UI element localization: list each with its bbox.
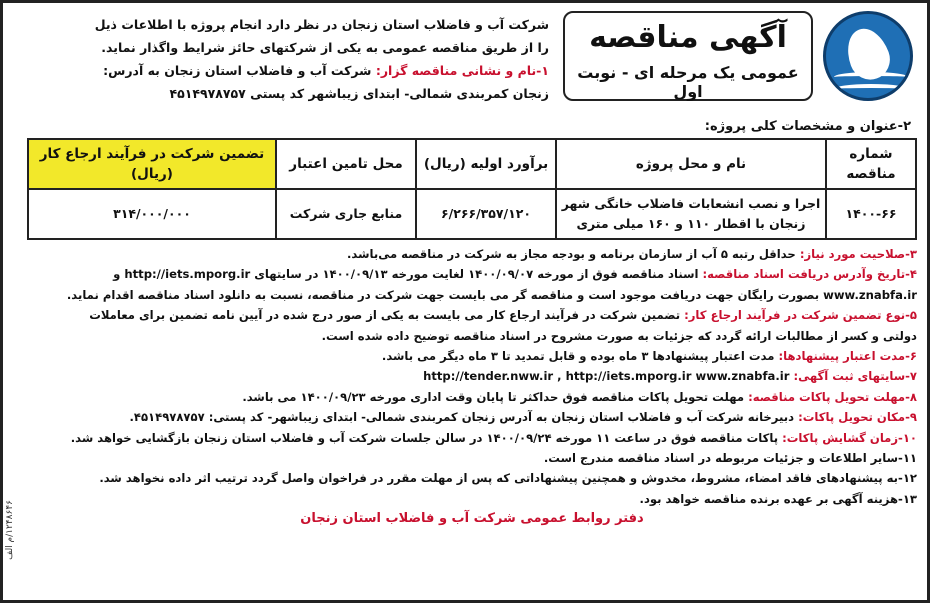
list-item [27,346,917,366]
intro-line [27,59,549,82]
intro-address: شرکت آب و فاضلاب استان زنجان به آدرس: [103,63,372,78]
title-box [563,11,813,101]
item-label: ۵-نوع تضمین شرکت در فرآیند ارجاع کار: [684,308,917,323]
list-item [27,244,917,264]
list-item [27,468,917,488]
intro-line: را از طریق مناقصه عمومی به یکی از شرکتهای حائز شرایط واگذار نماید. [101,40,549,55]
list-item [27,428,917,448]
item-text: مهلت تحویل پاکات مناقصه فوق حداکثر تا پایان وقت اداری مورخه ۱۴۰۰/۰۹/۲۳ می باشد. [242,389,745,404]
item-text: دولتی و کسر از مطالبات ارائه گردد که جزئیات به صورت مشروح در اسناد مناقصه توضیح داده شده است. [321,328,917,343]
intro-line: زنجان کمربندی شمالی- ابتدای زیباشهر کد پستی ۴۵۱۴۹۷۸۷۵۷ [169,86,549,101]
table-cell: ۱۴۰۰-۶۶ [826,189,916,239]
section-title: ۲-عنوان و مشخصات کلی پروژه: [704,119,911,134]
list-item [27,448,917,468]
column-header: تضمین شرکت در فرآیند ارجاع کار (ریال) [28,139,276,189]
list-item [27,326,917,346]
intro-label: ۱-نام و نشانی مناقصه گزار: [375,63,549,78]
list-item [27,305,917,325]
notice-subtitle: عمومی یک مرحله ای - نوبت اول [577,63,799,101]
table-cell: اجرا و نصب انشعابات فاضلاب خانگی شهر زنجان با اقطار ۱۱۰ و ۱۶۰ میلی متری [556,189,826,239]
intro-text [27,13,549,105]
item-label: ۳-صلاحیت مورد نیاز: [799,247,917,261]
item-text: پاکات مناقصه فوق در ساعت ۱۱ مورخه ۱۴۰۰/۰۹/۲۴ در سالن جلسات شرکت آب و فاضلاب استان زنجان بازگشایی خواهد شد. [70,430,779,445]
list-item [27,366,917,386]
table-cell: منابع جاری شرکت [276,189,416,239]
item-label: ۹-مکان تحویل پاکات: [798,410,917,425]
table-header-row [28,139,916,189]
item-text: ۱۲-به پیشنهادهای فاقد امضاء، مشروط، مخدوش و همچنین پیشنهاداتی که پس از مهلت مقرر در فراخوان واصل گردد ترتیب اثر داده نخواهد شد. [99,471,917,486]
intro-line: شرکت آب و فاضلاب استان زنجان در نظر دارد انجام پروژه با اطلاعات ذیل [94,17,549,32]
side-code: ۱۲۴۸۶۴۶/م الف [5,500,15,560]
item-text: ۱۱-سایر اطلاعات و جزئیات مربوطه در اسناد مناقصه مندرج است. [543,451,917,466]
item-label: ۶-مدت اعتبار پیشنهادها: [778,349,917,364]
item-text: تضمین شرکت در فرآیند ارجاع کار می بایست به یکی از صور درج شده در آیین نامه تضمین برای معاملات [89,308,681,323]
logo-wave-shape [834,84,908,94]
list-item [27,489,917,509]
item-label: ۱۰-زمان گشایش پاکات: [782,430,917,445]
list-item [27,264,917,284]
item-text: دبیرخانه شرکت آب و فاضلاب استان زنجان به آدرس زنجان کمربندی شمالی- ابتدای زیباشهر- کد پستی: ۴۵۱۴۹۷۸۷۵۷. [129,410,795,425]
list-item [27,407,917,427]
table-cell: ۶/۲۶۶/۳۵۷/۱۲۰ [416,189,556,239]
column-header: محل تامین اعتبار [276,139,416,189]
notice-title: آگهی مناقصه [589,20,787,55]
item-text: www.znabfa.ir بصورت رایگان جهت دریافت موجود است و مناقصه گر می بایست جهت شرکت در مناقصه، نسبت به دانلود اسناد مناقصه اقدام نماید. [66,287,917,302]
item-text: ۱۳-هزینه آگهی بر عهده برنده مناقصه خواهد بود. [639,491,917,506]
water-company-logo-icon [823,11,913,101]
column-header: برآورد اولیه (ریال) [416,139,556,189]
footer-signature: دفتر روابط عمومی شرکت آب و فاضلاب استان زنجان [300,511,644,527]
notice-items [27,244,917,509]
table-row [28,189,916,239]
list-item [27,387,917,407]
list-item [27,285,917,305]
logo-wave-shape [834,72,908,82]
project-table [27,138,917,240]
item-text: حداقل رتبه ۵ آب از سازمان برنامه و بودجه مجاز به شرکت در مناقصه می‌باشد. [347,247,796,261]
item-text: اسناد مناقصه فوق از مورخه ۱۴۰۰/۰۹/۰۷ لغایت مورخه ۱۴۰۰/۰۹/۱۳ در سایتهای http://iets.mporg.ir و [113,267,699,282]
column-header: شماره مناقصه [826,139,916,189]
item-text: مدت اعتبار پیشنهادها ۳ ماه بوده و قابل تمدید تا ۳ ماه دیگر می باشد. [381,349,775,364]
column-header: نام و محل پروژه [556,139,826,189]
item-label: ۸-مهلت تحویل پاکات مناقصه: [748,389,917,404]
item-label: ۴-تاریخ وآدرس دریافت اسناد مناقصه: [702,267,917,282]
notice-header [27,9,917,117]
table-cell: ۳۱۴/۰۰۰/۰۰۰ [28,189,276,239]
item-text: http://tender.nww.ir , http://iets.mporg.ir www.znabfa.ir [423,369,790,384]
item-label: ۷-سایتهای ثبت آگهی: [793,369,917,384]
